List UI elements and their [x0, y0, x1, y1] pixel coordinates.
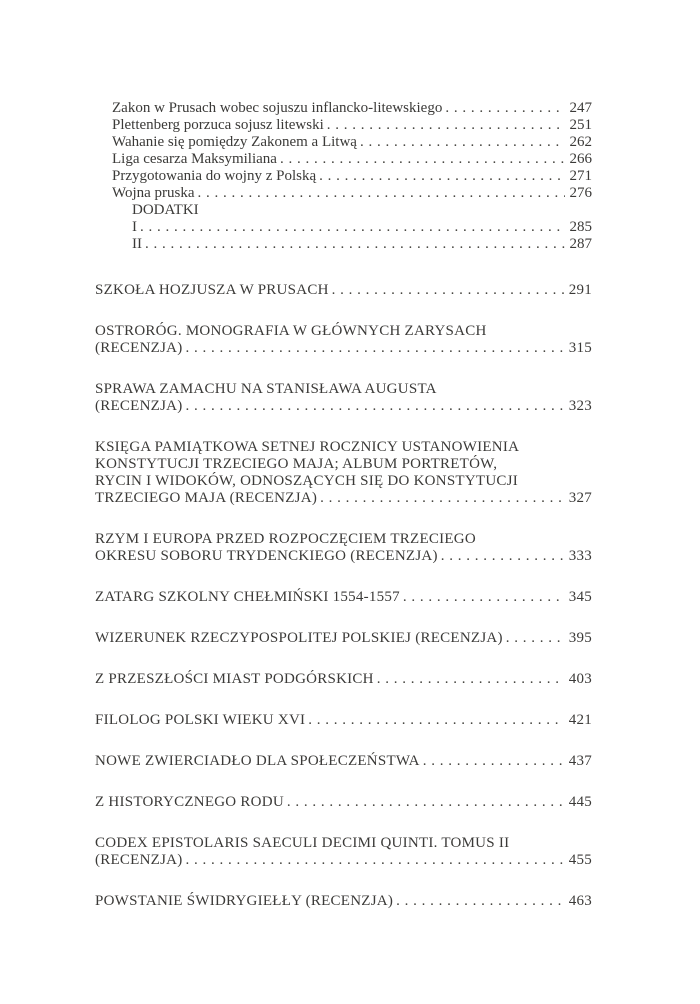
page-number: 262 [569, 134, 592, 150]
toc-entry [95, 323, 592, 357]
page-number: 251 [569, 117, 592, 133]
toc-entry-title: SZKOŁA HOZJUSZA W PRUSACH [95, 282, 329, 298]
dot-leader [316, 168, 564, 185]
toc-entry-line [95, 835, 592, 852]
toc-entry-title: OKRESU SOBORU TRYDENCKIEGO (RECENZJA) [95, 548, 438, 564]
toc-entry-line [95, 456, 592, 473]
toc-entry [95, 893, 592, 910]
dot-leader [183, 852, 564, 869]
page-number: 455 [568, 852, 592, 868]
toc-entry-title: Liga cesarza Maksymiliana [112, 151, 277, 167]
toc-entry-title: Plettenberg porzuca sojusz litewski [112, 117, 324, 133]
toc-entry [95, 794, 592, 811]
toc-entry-title: OSTRORÓG. MONOGRAFIA W GŁÓWNYCH ZARYSACH [95, 323, 487, 339]
toc-entry-title: NOWE ZWIERCIADŁO DLA SPOŁECZEŃSTWA [95, 753, 420, 769]
toc-entry-title: RZYM I EUROPA PRZED ROZPOCZĘCIEM TRZECIEGO [95, 531, 476, 547]
toc-entry-title: DODATKI [132, 202, 199, 218]
dot-leader [329, 282, 564, 299]
toc-entry-title: FILOLOG POLSKI WIEKU XVI [95, 712, 306, 728]
page-number: 333 [568, 548, 592, 564]
page-number: 247 [569, 100, 592, 116]
dot-leader [317, 490, 564, 507]
toc-entry-title: Przygotowania do wojny z Polską [112, 168, 317, 184]
toc-entry-title: KONSTYTUCJI TRZECIEGO MAJA; ALBUM PORTRETÓW, [95, 456, 498, 472]
toc-entry-title: Zakon w Prusach wobec sojuszu inflancko-litewskiego [112, 100, 443, 116]
toc-entry [95, 531, 592, 565]
table-of-contents [95, 100, 592, 934]
toc-entry [95, 835, 592, 869]
toc-entry [95, 202, 592, 219]
dot-leader [137, 219, 565, 236]
toc-entry-title: I [132, 219, 137, 235]
page-number: 285 [569, 219, 592, 235]
toc-entry-title: RYCIN I WIDOKÓW, ODNOSZĄCYCH SIĘ DO KONSTYTUCJI [95, 473, 519, 489]
toc-entry-title: TRZECIEGO MAJA (RECENZJA) [95, 490, 318, 506]
dot-leader [195, 185, 565, 202]
page-number: 287 [569, 236, 592, 252]
toc-entry-title: Wojna pruska [112, 185, 195, 201]
toc-entry [95, 282, 592, 299]
toc-entry-line [95, 168, 592, 185]
toc-entry-title: ZATARG SZKOLNY CHEŁMIŃSKI 1554-1557 [95, 589, 400, 605]
toc-entry-line [95, 794, 592, 811]
dot-leader [183, 340, 564, 357]
toc-entry-line [95, 589, 592, 606]
toc-entry [95, 117, 592, 134]
page-number: 271 [569, 168, 592, 184]
toc-entry-line [95, 473, 592, 490]
dot-leader [305, 712, 563, 729]
page-number: 323 [568, 398, 592, 414]
dot-leader [438, 548, 564, 565]
dot-leader [374, 671, 564, 688]
toc-entry-title: WIZERUNEK RZECZYPOSPOLITEJ POLSKIEJ (RECENZJA) [95, 630, 503, 646]
toc-entry-line [95, 117, 592, 134]
toc-entry-title: Z HISTORYCZNEGO RODU [95, 794, 284, 810]
toc-entry [95, 630, 592, 647]
toc-entry [95, 236, 592, 253]
toc-entry-title: II [132, 236, 142, 252]
dot-leader [442, 100, 564, 117]
toc-entry-line [95, 398, 592, 415]
dot-leader [324, 117, 565, 134]
page-number: 445 [568, 794, 592, 810]
page-number: 403 [568, 671, 592, 687]
toc-entry-line [95, 381, 592, 398]
toc-entry [95, 712, 592, 729]
toc-entry [95, 134, 592, 151]
dot-leader [284, 794, 564, 811]
page-number: 266 [569, 151, 592, 167]
toc-entry-title: Z PRZESZŁOŚCI MIAST PODGÓRSKICH [95, 671, 374, 687]
toc-entry-line [95, 712, 592, 729]
dot-leader [393, 893, 564, 910]
page-number: 345 [568, 589, 592, 605]
page-number: 276 [569, 185, 592, 201]
toc-entry-line [95, 151, 592, 168]
toc-entry-title: CODEX EPISTOLARIS SAECULI DECIMI QUINTI. TOMUS II [95, 835, 510, 851]
toc-entry-line [95, 852, 592, 869]
toc-entry-title: (RECENZJA) [95, 340, 183, 356]
toc-entry-line [95, 490, 592, 507]
toc-entry [95, 439, 592, 507]
dot-leader [142, 236, 565, 253]
page-number: 327 [568, 490, 592, 506]
toc-entry-line [95, 202, 592, 219]
toc-entry-line [95, 282, 592, 299]
toc-entry-title: Wahanie się pomiędzy Zakonem a Litwą [112, 134, 357, 150]
toc-entry-line [95, 671, 592, 688]
toc-entry-title: (RECENZJA) [95, 852, 183, 868]
toc-entry-title: KSIĘGA PAMIĄTKOWA SETNEJ ROCZNICY USTANOWIENIA [95, 439, 520, 455]
toc-entry-line [95, 340, 592, 357]
page-number: 421 [568, 712, 592, 728]
dot-leader [503, 630, 564, 647]
dot-leader [400, 589, 564, 606]
toc-entry-line [95, 893, 592, 910]
toc-entry-line [95, 753, 592, 770]
toc-entry-line [95, 439, 592, 456]
toc-entry [95, 168, 592, 185]
page-number: 291 [568, 282, 592, 298]
dot-leader [357, 134, 565, 151]
toc-entry-title: SPRAWA ZAMACHU NA STANISŁAWA AUGUSTA [95, 381, 437, 397]
page-number: 437 [568, 753, 592, 769]
toc-entry [95, 185, 592, 202]
dot-leader [277, 151, 565, 168]
dot-leader [183, 398, 564, 415]
toc-entry-title: (RECENZJA) [95, 398, 183, 414]
toc-entry [95, 671, 592, 688]
page-number: 315 [568, 340, 592, 356]
toc-entry-line [95, 219, 592, 236]
toc-entry [95, 753, 592, 770]
toc-entry-line [95, 548, 592, 565]
toc-entry-line [95, 100, 592, 117]
page-number: 463 [568, 893, 592, 909]
toc-entry-line [95, 134, 592, 151]
toc-entry [95, 589, 592, 606]
toc-entry-line [95, 630, 592, 647]
toc-entry [95, 219, 592, 236]
toc-sections-block [95, 282, 592, 910]
toc-entry [95, 381, 592, 415]
toc-entry-line [95, 236, 592, 253]
toc-entry [95, 100, 592, 117]
toc-entry-line [95, 323, 592, 340]
toc-entry [95, 151, 592, 168]
chapter-subentries-block [95, 100, 592, 253]
toc-entry-title: POWSTANIE ŚWIDRYGIEŁŁY (RECENZJA) [95, 893, 394, 909]
page-number: 395 [568, 630, 592, 646]
toc-entry-line [95, 531, 592, 548]
toc-entry-line [95, 185, 592, 202]
dot-leader [420, 753, 564, 770]
